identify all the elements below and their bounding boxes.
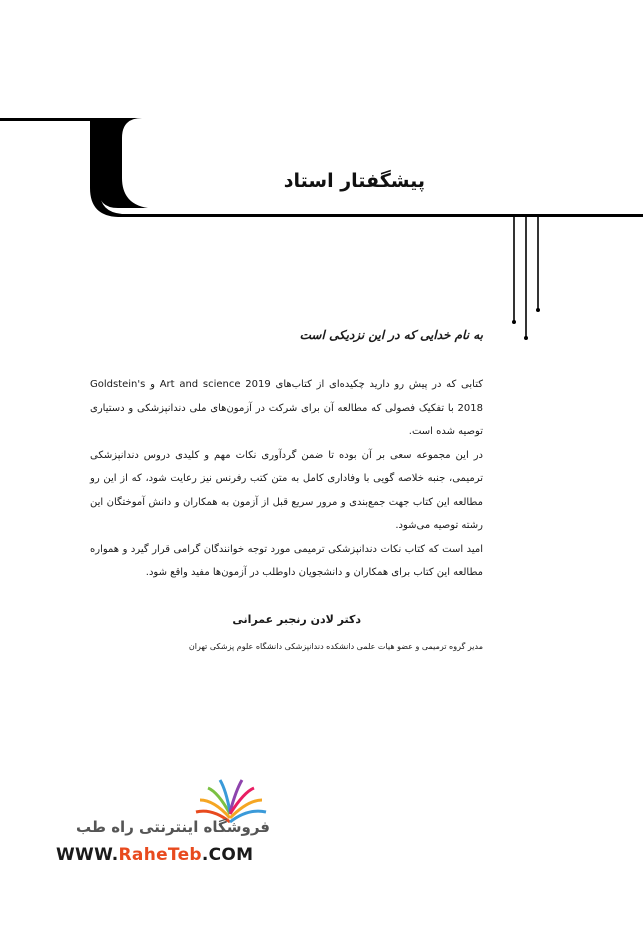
paragraph: امید است که کتاب نکات دندانپزشکی ترمیمی مورد توجه خوانندگان گرامی قرار گیرد و همواره مطالعه این کتاب برای همکاران و دانشجویان داوطلب در آزمون‌ها مفید واقع شود. <box>90 543 483 578</box>
url-prefix: WWW. <box>56 845 119 865</box>
decorative-vertical-lines <box>500 215 550 345</box>
signature-name: دکتر لادن رنجبر عمرانی <box>232 613 361 626</box>
header-band <box>0 118 643 218</box>
store-url[interactable] <box>56 845 253 865</box>
foreword-body <box>90 373 483 585</box>
store-name: فروشگاه اینترنتی راه طب <box>75 818 270 836</box>
paragraph: کتابی که در پیش رو دارید چکیده‌ای از کتاب‌های Art and science 2019 و Goldstein's 2018 با تفکیک فصولی که مطالعه آن برای شرکت در آزمون‌های ملی دندانپزشکی و دستیاری توصیه شده است. <box>90 379 483 437</box>
header-tab <box>86 118 643 217</box>
url-suffix: .COM <box>201 845 254 865</box>
page-title: پیشگفتار استاد <box>283 170 425 192</box>
signature-role: مدیر گروه ترمیمی و عضو هیات علمی دانشکده دندانپزشکی دانشگاه علوم پزشکی تهران <box>188 642 483 651</box>
url-brand: RaheTeb <box>118 845 202 865</box>
header-band-shape <box>0 118 148 208</box>
bismillah-heading: به نام خدایی که در این نزدیکی است <box>299 328 483 342</box>
paragraph: در این مجموعه سعی بر آن بوده تا ضمن گردآوری نکات مهم و کلیدی دروس دندانپزشکی ترمیمی، جنبه خلاصه گویی با وفاداری کامل به متن کتب رفرنس نیز رعایت شود، که از این رو مطالعه این کتاب جهت جمع‌بندی و مرور سریع قبل از آزمون به همکاران و دانش آموختگان این رشته توصیه می‌شود. <box>90 449 483 531</box>
